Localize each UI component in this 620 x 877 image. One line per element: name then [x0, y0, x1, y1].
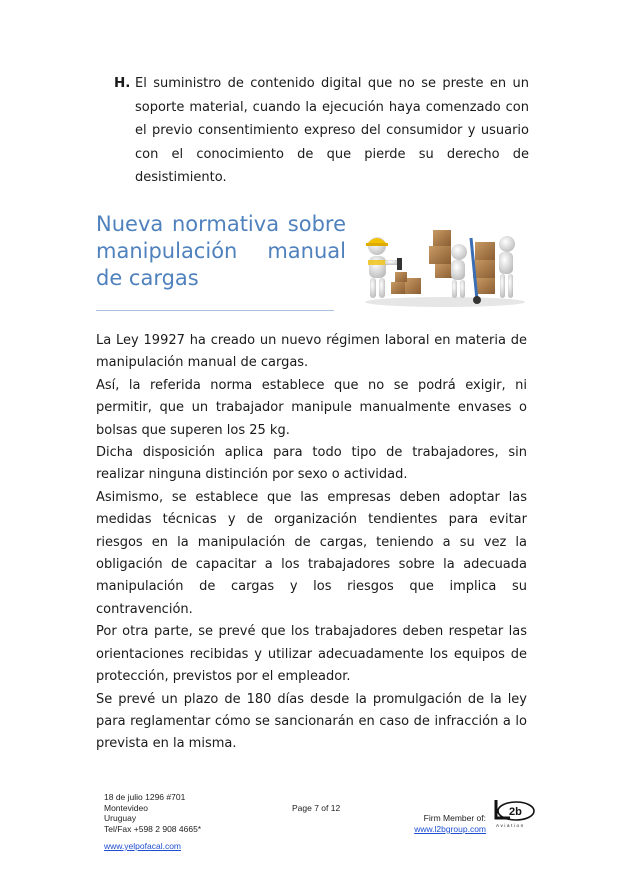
paragraph: Dicha disposición aplica para todo tipo de trabajadores, sin realizar ninguna distinción por sexo o actividad.	[96, 445, 527, 483]
footer-address	[104, 792, 201, 834]
address-city: Montevideo	[104, 802, 148, 813]
address-country: Uruguay	[104, 813, 137, 824]
firm-member	[402, 813, 486, 834]
body-text	[96, 330, 527, 756]
svg-text:Aviation: Aviation	[496, 823, 525, 828]
list-item-letter: H.	[114, 75, 131, 91]
list-item-text: El suministro de contenido digital que no se preste en un soporte material, cuando la ejecución haya comenzado con el previo consentimiento expreso del consumidor y usuario con el conocimiento de que pierde su derecho de desistimiento.	[135, 76, 529, 185]
firm-website-link[interactable]: www.l2bgroup.com	[414, 823, 486, 834]
svg-text:2b: 2b	[509, 806, 522, 818]
address-street: 18 de julio 1296 #701	[104, 792, 186, 802]
workers-carrying-boxes-illustration	[355, 216, 527, 310]
address-phone: Tel/Fax +598 2 908 4665*	[104, 823, 202, 834]
paragraph: Así, la referida norma establece que no se podrá exigir, ni permitir, que un trabajador manipule manualmente envases o bolsas que superen los 25 kg.	[96, 377, 527, 438]
worker-hand-truck-figure	[471, 236, 515, 304]
worker-carrying-figure	[429, 230, 467, 298]
page-footer	[0, 790, 620, 860]
paragraph: Se prevé un plazo de 180 días desde la promulgación de la ley para reglamentar cómo se sancionarán en caso de infracción a lo prevista en la misma.	[96, 691, 527, 752]
paragraph: Por otra parte, se prevé que los trabajadores deben respetar las orientaciones recibidas y utilizar adecuadamente los equipos de protección, previstos por el empleador.	[96, 624, 527, 685]
company-website-link[interactable]: www.yelpofacal.com	[104, 841, 182, 851]
list-item-h	[114, 72, 529, 190]
firm-member-label: Firm Member of:	[423, 813, 486, 823]
page-number: Page 7 of 12	[292, 803, 341, 813]
title-divider	[96, 310, 334, 311]
paragraph: La Ley 19927 ha creado un nuevo régimen laboral en materia de manipulación manual de cargas.	[96, 333, 527, 371]
section-title: Nueva normativa sobre manipulación manual de cargas	[96, 212, 346, 290]
paragraph: Asimismo, se establece que las empresas deben adoptar las medidas técnicas y de organización tendientes para evitar riesgos en la manipulación de cargas, teniendo a su vez la obligación de capacitar a los trabajadores sobre la adecuada manipulación de cargas y los riesgos que implica su contravención.	[96, 489, 527, 617]
l2b-logo-icon	[490, 796, 540, 830]
